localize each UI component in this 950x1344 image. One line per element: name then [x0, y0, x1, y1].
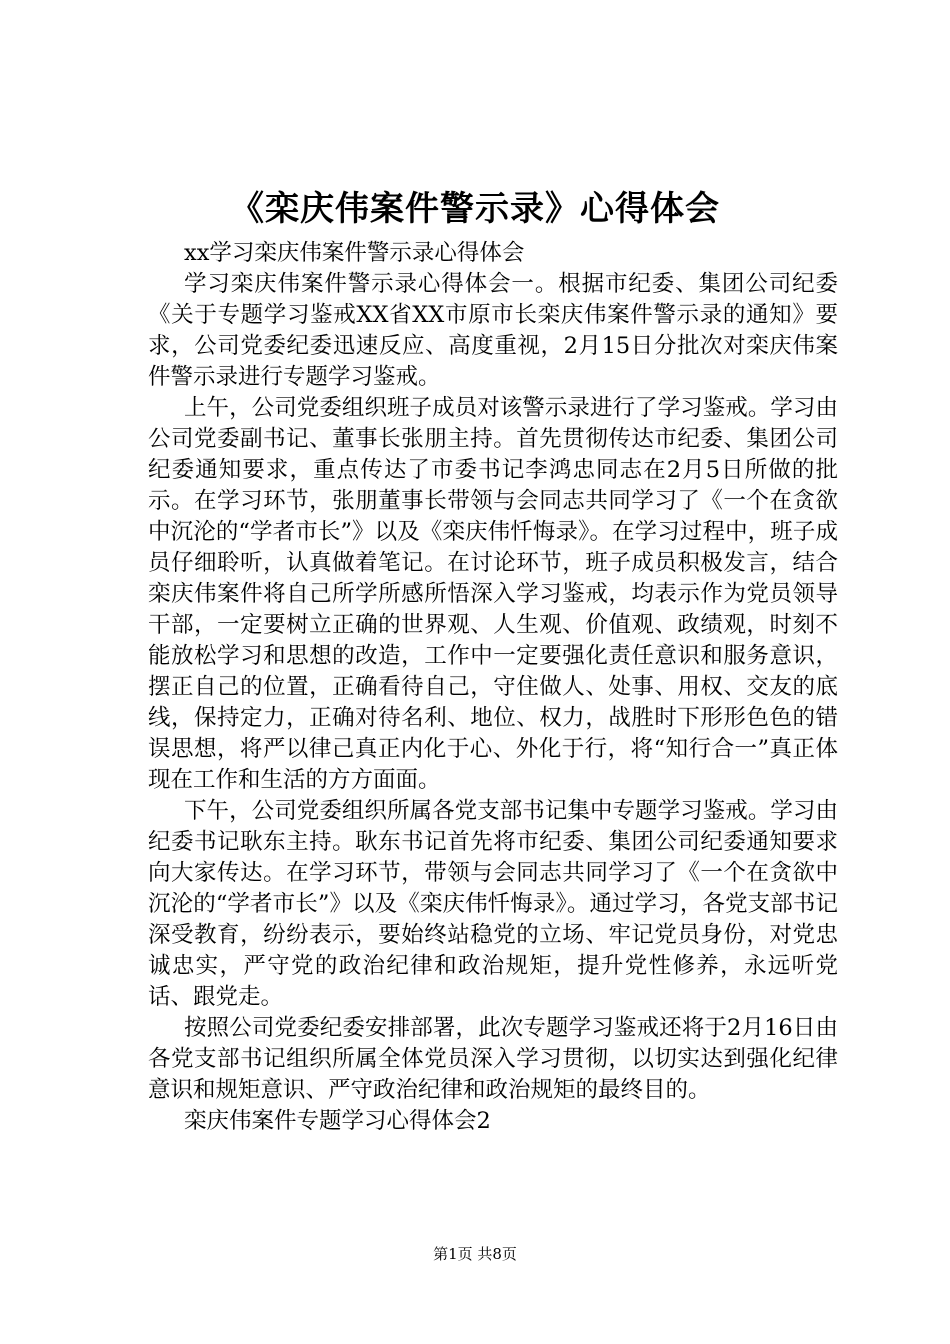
paragraph-section-2-heading: 栾庆伟案件专题学习心得体会2	[184, 1108, 491, 1134]
paragraph-morning: 上午，公司党委组织班子成员对该警示录进行了学习鉴戒。学习由公司党委副书记、董事长张朋主持。首先贯彻传达市纪委、集团公司纪委通知要求，重点传达了市委书记李鸿忠同志在2月5日所做的批示。在学习环节，张朋董事长带领与会同志共同学习了《一个在贪欲中沉沦的“学者市长”》以及《栾庆伟忏悔录》。在学习过程中，班子成员仔细聆听，认真做着笔记。在讨论环节，班子成员积极发言，结合栾庆伟案件将自己所学所感所悟深入学习鉴戒，均表示作为党员领导干部，一定要树立正确的世界观、人生观、价值观、政绩观，时刻不能放松学习和思想的改造，工作中一定要强化责任意识和服务意识，摆正自己的位置，正确看待自己，守住做人、处事、用权、交友的底线，保持定力，正确对待名利、地位、权力，战胜时下形形色色的错误思想，将严以律己真正内化于心、外化于行，将“知行合一”真正体现在工作和生活的方方面面。	[148, 395, 838, 793]
paragraph-intro: 学习栾庆伟案件警示录心得体会一。根据市纪委、集团公司纪委《关于专题学习鉴戒XX省XX市原市长栾庆伟案件警示录的通知》要求，公司党委纪委迅速反应、高度重视，2月15日分批次对栾庆伟案件警示录进行专题学习鉴戒。	[148, 271, 838, 390]
paragraph-afternoon: 下午，公司党委组织所属各党支部书记集中专题学习鉴戒。学习由纪委书记耿东主持。耿东书记首先将市纪委、集团公司纪委通知要求向大家传达。在学习环节，带领与会同志共同学习了《一个在贪欲中沉沦的“学者市长”》以及《栾庆伟忏悔录》。通过学习，各党支部书记深受教育，纷纷表示，要始终站稳党的立场、牢记党员身份，对党忠诚忠实，严守党的政治纪律和政治规矩，提升党性修养，永远听党话、跟党走。	[148, 798, 838, 1010]
paragraph-arrangement: 按照公司党委纪委安排部署，此次专题学习鉴戒还将于2月16日由各党支部书记组织所属全体党员深入学习贯彻，以切实达到强化纪律意识和规矩意识、严守政治纪律和政治规矩的最终目的。	[148, 1015, 838, 1103]
document-body	[148, 238, 838, 1137]
paragraph-subtitle: xx学习栾庆伟案件警示录心得体会	[184, 240, 525, 266]
page-footer: 第1页 共8页	[433, 1245, 517, 1263]
document-title: 《栾庆伟案件警示录》心得体会	[230, 189, 720, 229]
